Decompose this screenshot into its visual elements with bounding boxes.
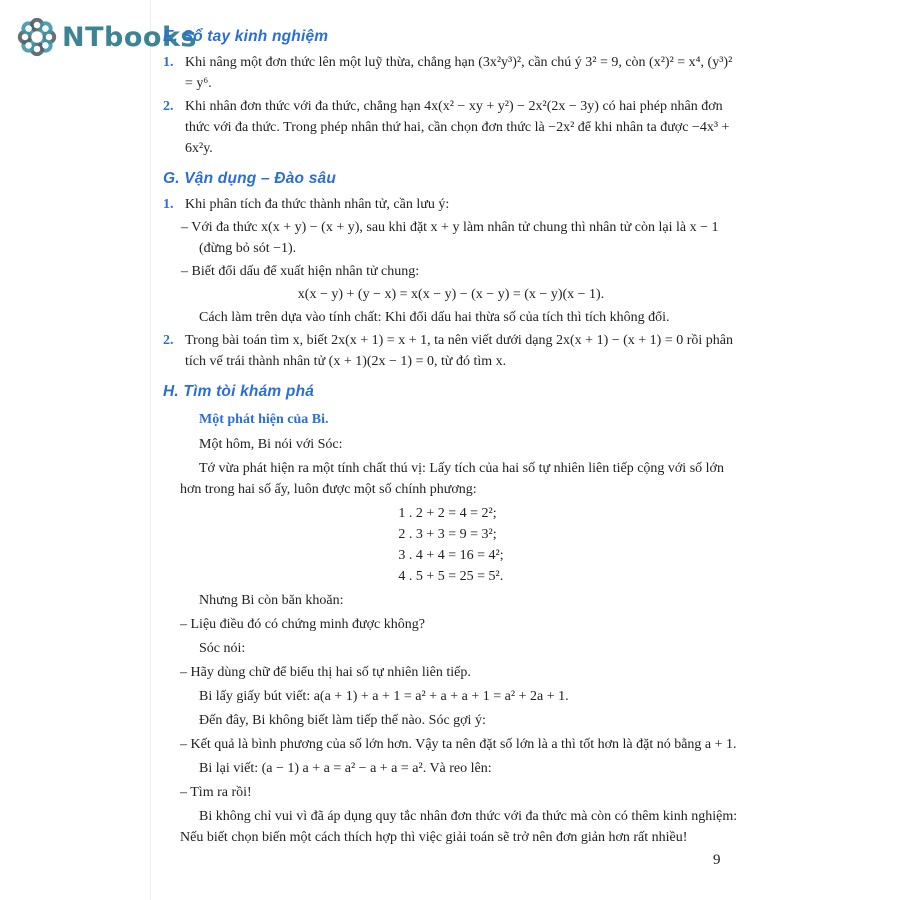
story-subheading: Một phát hiện của Bi. [199,412,329,427]
item-number: 1. [163,55,174,70]
paragraph: Tớ vừa phát hiện ra một tính chất thú vị: Lấy tích của hai số tự nhiên liên tiếp cộng với số lớn hơn trong hai số ấy, luôn được một số chính phương: [180,461,724,497]
list-item-g2 [163,330,739,372]
paragraph: Bi lấy giấy bút viết: a(a + 1) + a + 1 = a² + a + a + 1 = a² + 2a + 1. [199,689,569,704]
list-item-e2 [163,96,739,159]
item-text: Khi nâng một đơn thức lên một luỹ thừa, chẳng hạn (3x²y³)², cần chú ý 3² = 9, còn (x²)² = x⁴, (y³)² = y⁶. [185,55,733,91]
paragraph: Đến đây, Bi không biết làm tiếp thế nào. Sóc gợi ý: [199,713,486,728]
paragraph: Một hôm, Bi nói với Sóc: [199,437,343,452]
item-text: Khi phân tích đa thức thành nhân tử, cần lưu ý: [185,197,450,212]
note-paragraph: Cách làm trên dựa vào tính chất: Khi đổi dấu hai thừa số của tích thì tích không đổi. [199,310,670,325]
page-number: 9 [713,852,721,868]
section-heading-h: H. Tìm tòi khám phá [163,383,315,400]
dialogue-paragraph: – Kết quả là bình phương của số lớn hơn. Vậy ta nên đặt số lớn là a thì tốt hơn là đặt nó bằng a + 1. [180,737,737,752]
paragraph: Bi không chỉ vui vì đã áp dụng quy tắc nhân đơn thức với đa thức mà còn có thêm kinh nghiệm: Nếu biết chọn biến một cách thích hợp thì việc giải toán sẽ trở nên đơn giản hơn rất nhiều! [180,809,738,845]
section-heading-g: G. Vận dụng – Đào sâu [163,170,337,187]
dialogue-paragraph: – Liệu điều đó có chứng minh được không? [180,617,425,632]
equation-group [163,503,739,587]
paragraph: Bi lại viết: (a − 1) a + a = a² − a + a = a². Và reo lên: [199,761,492,776]
section-heading-e: E. Sổ tay kinh nghiệm [163,28,329,45]
equation-line: x(x − y) + (y − x) = x(x − y) − (x − y) = (x − y)(x − 1). [297,287,605,302]
page-content [163,26,739,851]
list-item-g1 [163,194,739,215]
dash-item: – Biết đổi dấu để xuất hiện nhân tử chung: [181,264,420,279]
item-number: 2. [163,99,174,114]
equation-line: 3 . 4 + 4 = 16 = 4²; [398,548,504,563]
dialogue-paragraph: – Tìm ra rồi! [180,785,252,800]
logo-text: NTbooks [62,21,197,53]
dash-item: – Với đa thức x(x + y) − (x + y), sau khi đặt x + y làm nhân tử chung thì nhân tử còn lại là x − 1 (đừng bỏ sót −1). [181,220,719,256]
ntbooks-flower-icon [14,14,60,60]
page-gutter-line [150,0,151,900]
item-text: Khi nhân đơn thức với đa thức, chẳng hạn 4x(x² − xy + y²) − 2x²(2x − 3y) có hai phép nhân đơn thức với đa thức. Trong phép nhân thứ hai, cần chọn đơn thức là −2x² để khi nhân ta được −4x³ + 6x²y. [185,99,730,156]
equation-line: 2 . 3 + 3 = 9 = 3²; [398,527,497,542]
equation-line: 4 . 5 + 5 = 25 = 5². [398,569,504,584]
paragraph: Sóc nói: [199,641,246,656]
item-number: 1. [163,197,174,212]
item-number: 2. [163,333,174,348]
item-text: Trong bài toán tìm x, biết 2x(x + 1) = x + 1, ta nên viết dưới dạng 2x(x + 1) − (x + 1) = 0 rồi phân tích vế trái thành nhân tử (x + 1)(2x − 1) = 0, từ đó tìm x. [185,333,734,369]
equation-line: 1 . 2 + 2 = 4 = 2²; [398,506,497,521]
dialogue-paragraph: – Hãy dùng chữ để biểu thị hai số tự nhiên liên tiếp. [180,665,471,680]
list-item-e1 [163,52,739,94]
paragraph: Nhưng Bi còn băn khoăn: [199,593,344,608]
